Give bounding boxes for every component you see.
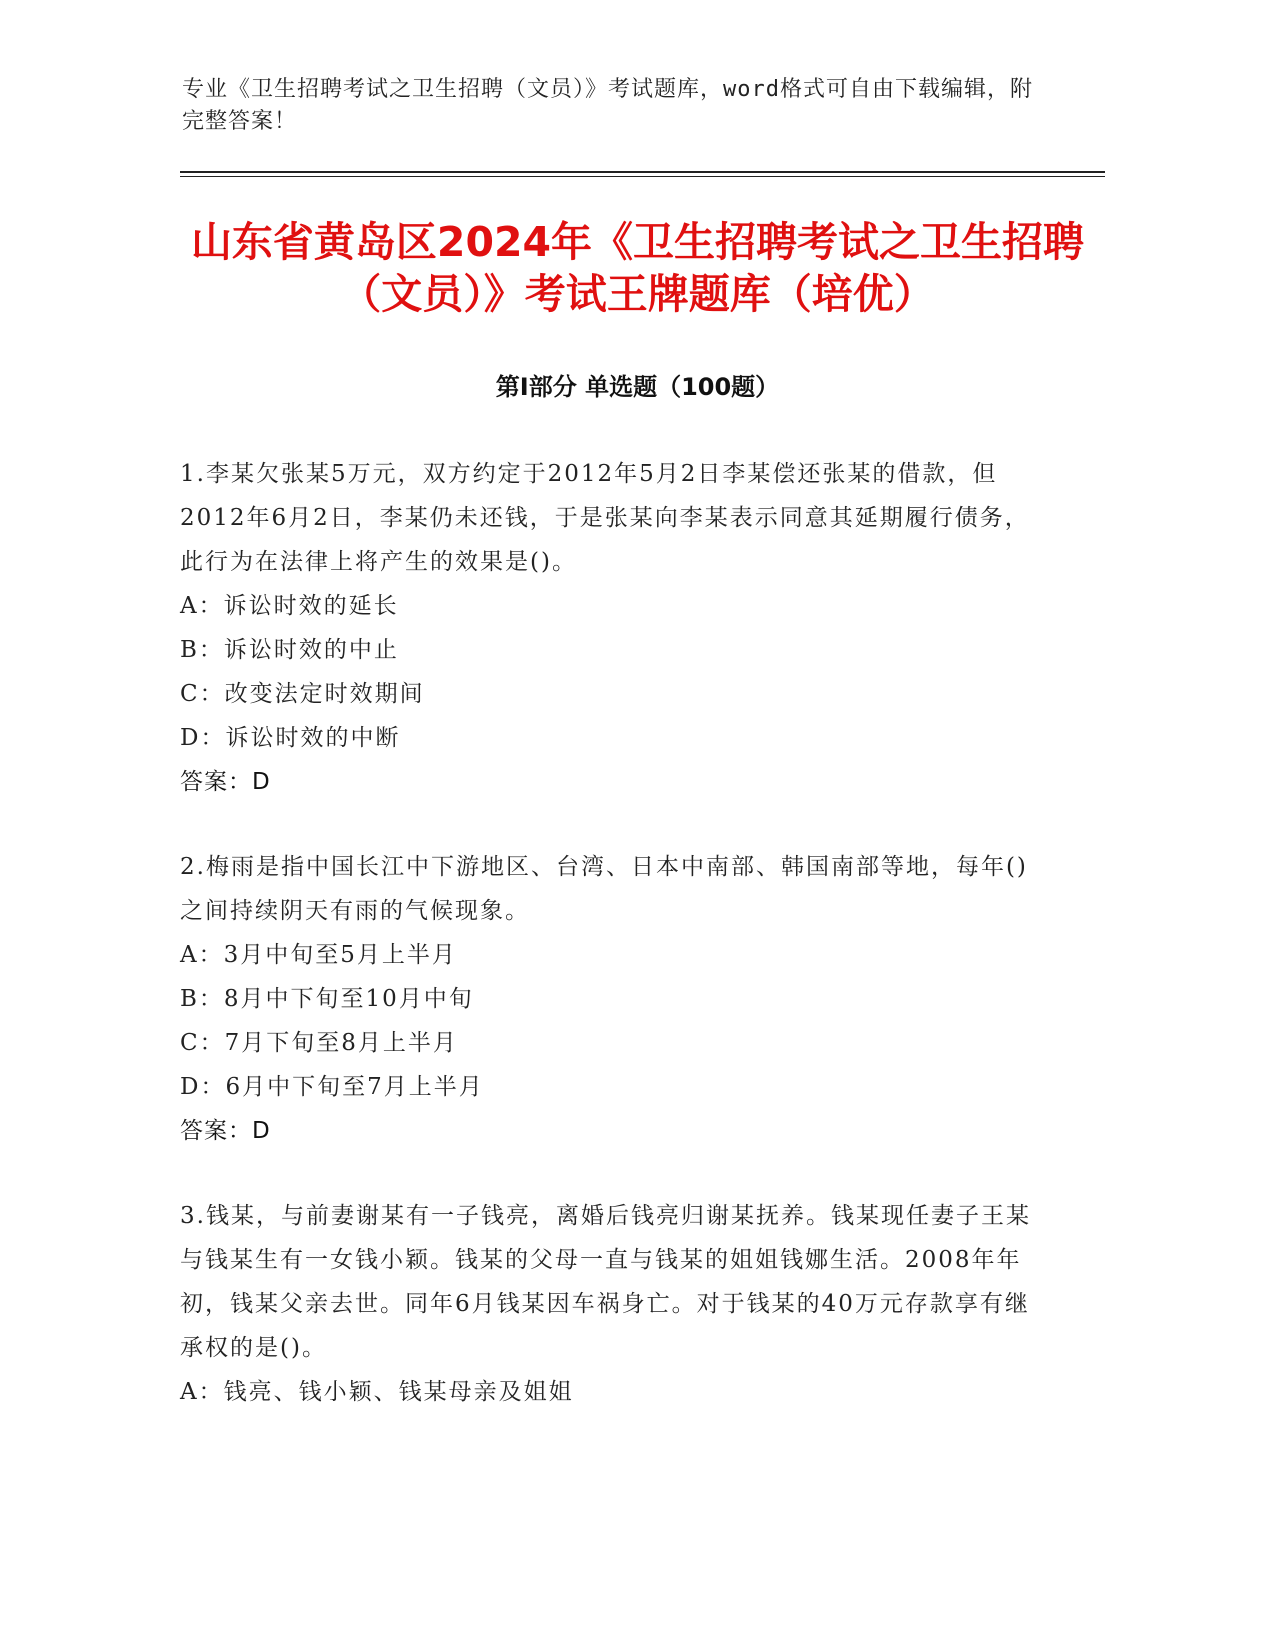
question-stem: 1.李某欠张某5万元，双方约定于2012年5月2日李某偿还张某的借款，但2012年6月2日，李某仍未还钱，于是张某向李某表示同意其延期履行债务，此行为在法律上将产生的效果是()。 <box>180 461 1030 575</box>
header-note: 专业《卫生招聘考试之卫生招聘（文员）》考试题库，word格式可自由下载编辑，附完整答案！ <box>182 77 1033 134</box>
question-stem: 2.梅雨是指中国长江中下游地区、台湾、日本中南部、韩国南部等地，每年()之间持续阴天有雨的气候现象。 <box>180 854 1028 924</box>
option-c: C：改变法定时效期间 <box>180 681 425 707</box>
header-divider-thin <box>180 176 1105 177</box>
answer-line: 答案：D <box>180 1118 271 1144</box>
question-3 <box>180 1194 1040 1414</box>
question-stem: 3.钱某，与前妻谢某有一子钱亮，离婚后钱亮归谢某抚养。钱某现任妻子王某与钱某生有一女钱小颖。钱某的父母一直与钱某的姐姐钱娜生活。2008年年初，钱某父亲去世。同年6月钱某因车祸身亡。对于钱某的40万元存款享有继承权的是()。 <box>180 1203 1031 1361</box>
option-c: C：7月下旬至8月上半月 <box>180 1030 458 1056</box>
question-1 <box>180 452 1040 804</box>
answer-line: 答案：D <box>180 769 271 795</box>
option-a: A：3月中旬至5月上半月 <box>180 942 457 968</box>
option-d: D：诉讼时效的中断 <box>180 725 401 751</box>
header-divider-thick <box>180 171 1105 173</box>
question-2 <box>180 845 1040 1153</box>
option-a: A：钱亮、钱小颖、钱某母亲及姐姐 <box>180 1379 574 1405</box>
option-b: B：8月中下旬至10月中旬 <box>180 986 474 1012</box>
document-title: 山东省黄岛区2024年《卫生招聘考试之卫生招聘（文员）》考试王牌题库（培优） <box>190 218 1085 318</box>
option-d: D：6月中下旬至7月上半月 <box>180 1074 484 1100</box>
option-b: B：诉讼时效的中止 <box>180 637 399 663</box>
option-a: A：诉讼时效的延长 <box>180 593 399 619</box>
section-heading: 第I部分 单选题（100题） <box>495 373 780 401</box>
